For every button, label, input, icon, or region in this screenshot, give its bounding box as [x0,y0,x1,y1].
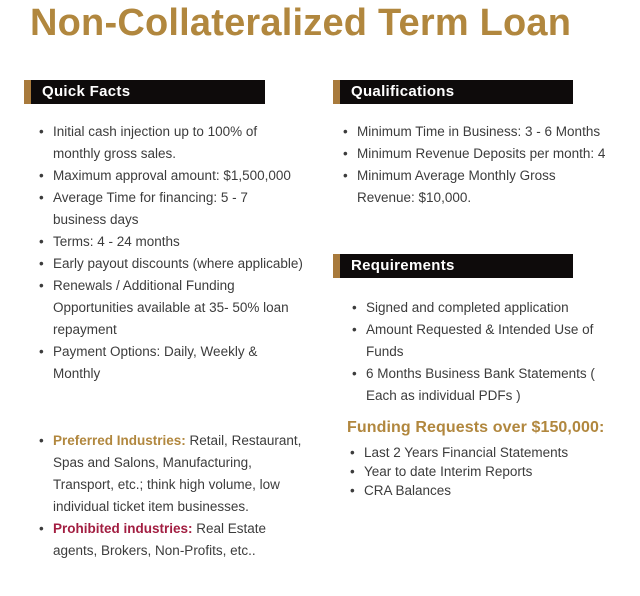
requirements-item: • Signed and completed application [349,297,611,319]
qualifications-item: • Minimum Time in Business: 3 - 6 Months [340,121,612,143]
quick-facts-item: • Payment Options: Daily, Weekly & Monthly [36,341,304,385]
section-header-label: Quick Facts [42,83,131,100]
industry-item [36,518,304,562]
funding-requests-list [347,443,625,500]
qualifications-item: • Minimum Revenue Deposits per month: 4 [340,143,612,165]
qualifications-item: • Minimum Average Monthly Gross Revenue: $10,000. [340,165,612,209]
industry-text: Retail, Restaurant, Spas and Salons, Manufacturing, Transport, etc.; think high volume, low individual ticket item businesses. [53,433,302,514]
funding-requests-item: • Year to date Interim Reports [347,462,625,481]
qualifications-list [340,121,612,209]
funding-requests-item: • Last 2 Years Financial Statements [347,443,625,462]
quick-facts-item: • Renewals / Additional Funding Opportunities available at 35- 50% loan repayment [36,275,304,341]
quick-facts-list [36,121,304,385]
funding-requests-item: • CRA Balances [347,481,625,500]
industry-text: Real Estate agents, Brokers, Non-Profits, etc.. [53,521,267,558]
section-header-requirements [333,254,573,278]
section-header-quick-facts [24,80,265,104]
quick-facts-item: • Initial cash injection up to 100% of monthly gross sales. [36,121,304,165]
quick-facts-item: • Early payout discounts (where applicable) [36,253,304,275]
quick-facts-item: • Average Time for financing: 5 - 7 business days [36,187,304,231]
quick-facts-item: • Terms: 4 - 24 months [36,231,304,253]
funding-requests-heading: Funding Requests over $150,000: [347,419,605,436]
requirements-item: • 6 Months Business Bank Statements ( Each as individual PDFs ) [349,363,611,407]
industries-list [36,430,304,562]
requirements-list [349,297,611,407]
industry-item [36,430,304,518]
page-title: Non-Collateralized Term Loan [30,2,572,44]
requirements-item: • Amount Requested & Intended Use of Funds [349,319,611,363]
quick-facts-item: • Maximum approval amount: $1,500,000 [36,165,304,187]
section-header-label: Qualifications [351,83,455,100]
section-header-qualifications [333,80,573,104]
industry-label: Preferred Industries: [53,433,186,448]
industry-label: Prohibited industries: [53,521,193,536]
funding-requests-section [347,419,625,500]
section-header-label: Requirements [351,257,455,274]
